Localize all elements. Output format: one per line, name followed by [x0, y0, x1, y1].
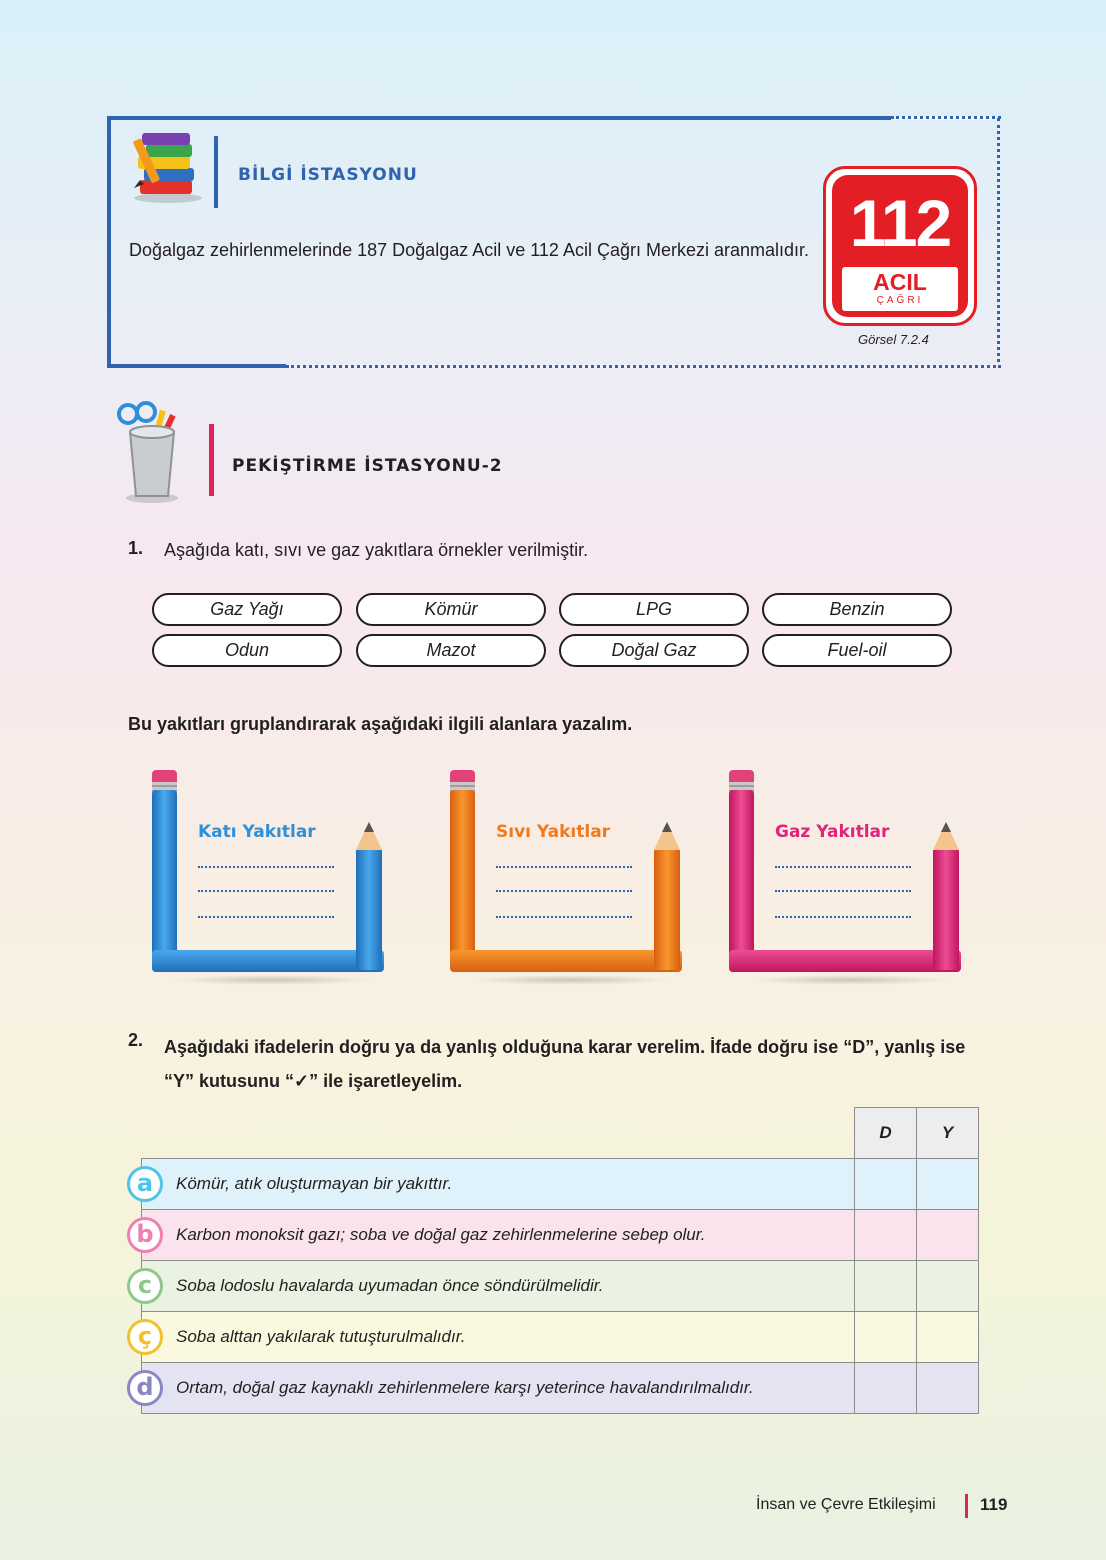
figure-caption: Görsel 7.2.4 — [858, 332, 929, 347]
books-pencil-icon — [128, 126, 206, 204]
fuel-pill: Gaz Yağı — [152, 593, 342, 626]
pencil-cup-icon — [112, 400, 188, 504]
solid-fuels-frame — [152, 770, 387, 995]
gas-fuels-title: Gaz Yakıtlar — [775, 822, 890, 842]
false-checkbox[interactable] — [917, 1261, 979, 1312]
column-d-header: D — [855, 1108, 917, 1159]
solid-fuels-title: Katı Yakıtlar — [198, 822, 316, 842]
fuel-pill: Doğal Gaz — [559, 634, 749, 667]
table-row — [142, 1312, 979, 1363]
question-2-text: Aşağıdaki ifadelerin doğru ya da yanlış olduğuna karar verelim. İfade doğru ise “D”, yanlış ise “Y” kutusunu “✓” ile işaretleyelim. — [164, 1037, 966, 1091]
answer-blank[interactable] — [775, 916, 911, 918]
info-station-text: Doğalgaz zehirlenmelerinde 187 Doğalgaz Acil ve 112 Acil Çağrı Merkezi aranmalıdır. — [129, 240, 810, 260]
letter-badge-d: d — [127, 1370, 163, 1406]
answer-blank[interactable] — [198, 916, 334, 918]
question-1-text: Aşağıda katı, sıvı ve gaz yakıtlara örnekler verilmiştir. — [164, 540, 589, 560]
true-checkbox[interactable] — [855, 1312, 917, 1363]
letter-badge-c: c — [127, 1268, 163, 1304]
footer-divider — [965, 1494, 968, 1518]
column-y-header: Y — [917, 1108, 979, 1159]
statement-text: Kömür, atık oluşturmayan bir yakıttır. — [142, 1159, 855, 1210]
table-row — [142, 1261, 979, 1312]
liquid-fuels-title: Sıvı Yakıtlar — [496, 822, 611, 842]
table-row — [142, 1210, 979, 1261]
group-instruction: Bu yakıtları gruplandırarak aşağıdaki ilgili alanlara yazalım. — [128, 714, 633, 734]
page-number: 119 — [980, 1495, 1008, 1514]
gas-fuels-frame — [729, 770, 964, 995]
fuel-pill: Mazot — [356, 634, 546, 667]
true-checkbox[interactable] — [855, 1261, 917, 1312]
emergency-112-badge — [823, 166, 977, 326]
false-checkbox[interactable] — [917, 1210, 979, 1261]
false-checkbox[interactable] — [917, 1312, 979, 1363]
info-station-title: BİLGİ İSTASYONU — [238, 165, 418, 185]
answer-blank[interactable] — [198, 890, 334, 892]
statement-text: Soba lodoslu havalarda uyumadan önce söndürülmelidir. — [142, 1261, 855, 1312]
question-1-number: 1. — [128, 538, 144, 558]
info-station-divider — [214, 136, 218, 208]
statement-text: Karbon monoksit gazı; soba ve doğal gaz zehirlenmelerine sebep olur. — [142, 1210, 855, 1261]
false-checkbox[interactable] — [917, 1159, 979, 1210]
badge-cagri: ÇAĞRI — [876, 295, 924, 306]
true-checkbox[interactable] — [855, 1159, 917, 1210]
letter-badge-b: b — [127, 1217, 163, 1253]
fuel-pill: Odun — [152, 634, 342, 667]
footer-chapter: İnsan ve Çevre Etkileşimi — [756, 1496, 936, 1513]
true-checkbox[interactable] — [855, 1363, 917, 1414]
badge-number: 112 — [849, 186, 951, 260]
answer-blank[interactable] — [496, 916, 632, 918]
fuel-pill: Benzin — [762, 593, 952, 626]
reinforcement-divider — [209, 424, 214, 496]
fuel-pill: LPG — [559, 593, 749, 626]
false-checkbox[interactable] — [917, 1363, 979, 1414]
answer-blank[interactable] — [775, 890, 911, 892]
answer-blank[interactable] — [496, 866, 632, 868]
letter-badge-c-cedilla: ç — [127, 1319, 163, 1355]
liquid-fuels-frame — [450, 770, 685, 995]
letter-badge-a: a — [127, 1166, 163, 1202]
fuel-pill: Kömür — [356, 593, 546, 626]
answer-blank[interactable] — [198, 866, 334, 868]
answer-blank[interactable] — [496, 890, 632, 892]
answer-blank[interactable] — [775, 866, 911, 868]
statement-text: Soba alttan yakılarak tutuşturulmalıdır. — [142, 1312, 855, 1363]
badge-acil: ACIL — [873, 269, 927, 295]
true-checkbox[interactable] — [855, 1210, 917, 1261]
statement-text: Ortam, doğal gaz kaynaklı zehirlenmelere karşı yeterince havalandırılmalıdır. — [142, 1363, 855, 1414]
question-2-number: 2. — [128, 1030, 144, 1050]
table-row — [142, 1159, 979, 1210]
table-row — [142, 1363, 979, 1414]
fuel-pill: Fuel-oil — [762, 634, 952, 667]
true-false-table — [141, 1107, 979, 1414]
reinforcement-title: PEKİŞTİRME İSTASYONU-2 — [232, 456, 503, 476]
